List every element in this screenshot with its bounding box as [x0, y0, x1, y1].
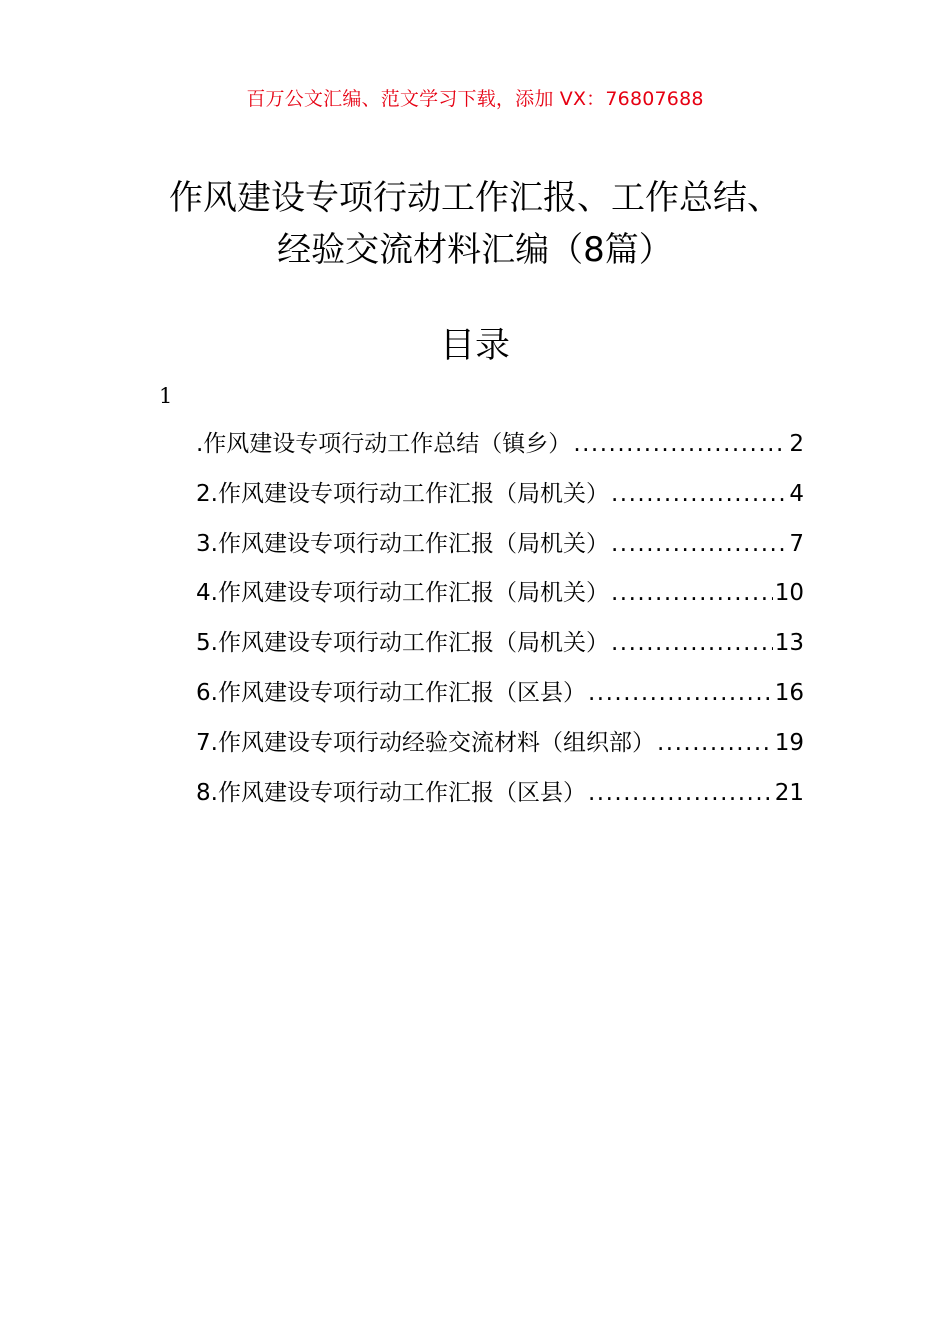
toc-stray-number: 1 — [159, 384, 173, 408]
document-title-line-1: 作风建设专项行动工作汇报、工作总结、 — [169, 178, 781, 218]
toc-heading: 目录 — [439, 326, 510, 366]
table-of-contents — [196, 424, 804, 822]
toc-item-title: 8.作风建设专项行动工作汇报（区县） — [196, 779, 586, 806]
document-title — [0, 172, 950, 276]
toc-item-page: 10 — [774, 580, 804, 607]
toc-item-page: 21 — [774, 779, 804, 806]
toc-item-title: 2.作风建设专项行动工作汇报（局机关） — [196, 480, 609, 507]
toc-item-6[interactable] — [196, 673, 804, 723]
toc-item-5[interactable] — [196, 623, 804, 673]
toc-item-2[interactable] — [196, 474, 804, 524]
toc-item-page: 16 — [774, 679, 804, 706]
document-title-line-2: 经验交流材料汇编（8篇） — [277, 230, 673, 270]
toc-dot-leader — [588, 673, 773, 713]
toc-dot-leader — [573, 424, 787, 464]
toc-dot-leader — [611, 623, 773, 663]
toc-item-page: 13 — [774, 630, 804, 657]
toc-item-3[interactable] — [196, 524, 804, 574]
toc-item-title: 7.作风建设专项行动经验交流材料（组织部） — [196, 729, 655, 756]
toc-item-title: .作风建设专项行动工作总结（镇乡） — [196, 431, 572, 457]
toc-item-page: 7 — [789, 530, 804, 557]
toc-item-title: 5.作风建设专项行动工作汇报（局机关） — [196, 630, 609, 657]
toc-item-page: 2 — [789, 431, 804, 457]
toc-item-7[interactable] — [196, 723, 804, 773]
toc-item-title: 3.作风建设专项行动工作汇报（局机关） — [196, 530, 609, 557]
toc-dot-leader — [611, 524, 787, 564]
header-note: 百万公文汇编、范文学习下载，添加 VX：76807688 — [246, 88, 704, 110]
toc-item-page: 4 — [789, 480, 804, 507]
toc-item-1[interactable] — [196, 424, 804, 474]
toc-item-page: 19 — [774, 729, 804, 756]
toc-dot-leader — [657, 723, 773, 763]
toc-dot-leader — [588, 773, 773, 813]
toc-item-4[interactable] — [196, 573, 804, 623]
toc-item-8[interactable] — [196, 773, 804, 823]
toc-item-title: 6.作风建设专项行动工作汇报（区县） — [196, 679, 586, 706]
toc-item-title: 4.作风建设专项行动工作汇报（局机关） — [196, 580, 609, 607]
toc-dot-leader — [611, 573, 773, 613]
toc-dot-leader — [611, 474, 787, 514]
